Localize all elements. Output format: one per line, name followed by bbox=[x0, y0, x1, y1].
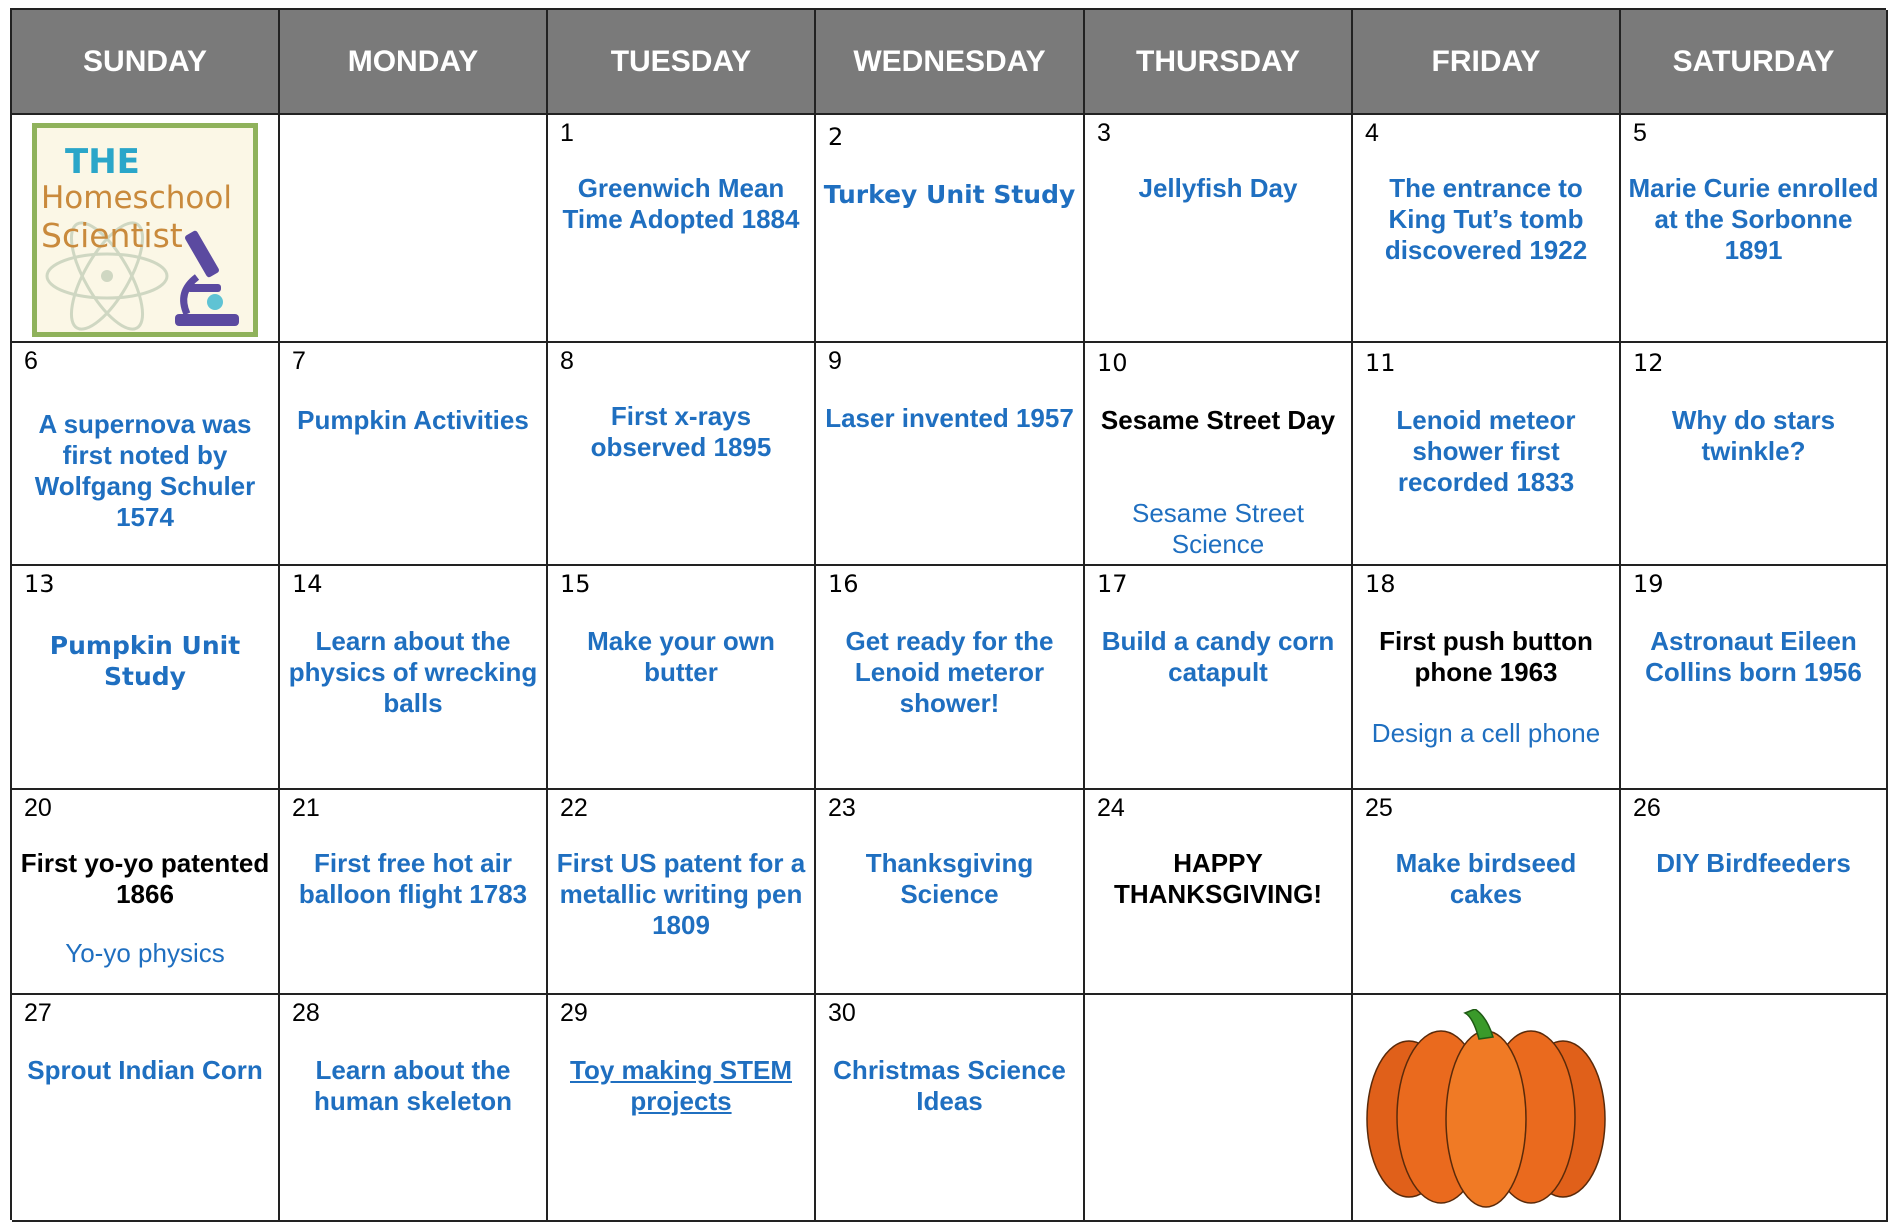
event-link[interactable]: The entrance to King Tut’s tomb discovered 1922 bbox=[1384, 173, 1588, 265]
day-cell-14 bbox=[280, 566, 548, 790]
day-cell-7 bbox=[280, 343, 548, 566]
day-number: 7 bbox=[292, 347, 306, 375]
day-number: 4 bbox=[1365, 119, 1379, 147]
day-number: 1 bbox=[560, 119, 574, 147]
day-number: 24 bbox=[1097, 794, 1125, 822]
day-cell-1 bbox=[548, 115, 816, 343]
day-cell-29 bbox=[548, 995, 816, 1222]
day-number: 12 bbox=[1633, 349, 1664, 377]
event-link[interactable]: First US patent for a metallic writing pen 1809 bbox=[556, 848, 806, 940]
day-cell-5 bbox=[1621, 115, 1888, 343]
header-wednesday: WEDNESDAY bbox=[816, 10, 1085, 115]
event-link[interactable]: Learn about the physics of wrecking balls bbox=[288, 626, 538, 718]
day-number: 10 bbox=[1097, 349, 1128, 377]
day-cell-24 bbox=[1085, 790, 1353, 995]
logo-cell bbox=[12, 115, 280, 343]
day-number: 6 bbox=[24, 347, 38, 375]
day-number: 8 bbox=[560, 347, 574, 375]
day-cell-23 bbox=[816, 790, 1085, 995]
day-number: 16 bbox=[828, 570, 859, 598]
header-saturday: SATURDAY bbox=[1621, 10, 1888, 115]
day-number: 13 bbox=[24, 570, 55, 598]
day-cell-26 bbox=[1621, 790, 1888, 995]
day-cell-6 bbox=[12, 343, 280, 566]
event-link[interactable]: Thanksgiving Science bbox=[865, 848, 1034, 909]
day-number: 20 bbox=[24, 794, 52, 822]
day-number: 23 bbox=[828, 794, 856, 822]
logo-text-the: THE bbox=[65, 142, 140, 182]
logo-text-scientist: Scientist bbox=[41, 216, 183, 255]
day-cell-21 bbox=[280, 790, 548, 995]
day-number: 14 bbox=[292, 570, 323, 598]
day-number: 30 bbox=[828, 999, 856, 1027]
day-cell-10 bbox=[1085, 343, 1353, 566]
event-title: First yo-yo patented 1866 bbox=[20, 848, 270, 909]
day-cell-16 bbox=[816, 566, 1085, 790]
event-link[interactable]: Pumpkin Unit Study bbox=[49, 631, 241, 691]
day-cell-27 bbox=[12, 995, 280, 1222]
day-number: 21 bbox=[292, 794, 320, 822]
day-cell-19 bbox=[1621, 566, 1888, 790]
day-cell-30 bbox=[816, 995, 1085, 1222]
day-number: 22 bbox=[560, 794, 588, 822]
event-link[interactable]: Greenwich Mean Time Adopted 1884 bbox=[562, 173, 800, 234]
day-number: 26 bbox=[1633, 794, 1661, 822]
event-link[interactable]: First x-rays observed 1895 bbox=[590, 401, 772, 462]
event-title: HAPPY THANKSGIVING! bbox=[1114, 848, 1322, 909]
day-number: 28 bbox=[292, 999, 320, 1027]
day-cell-17 bbox=[1085, 566, 1353, 790]
pumpkin-cell bbox=[1353, 995, 1621, 1222]
day-number: 5 bbox=[1633, 119, 1647, 147]
day-number: 18 bbox=[1365, 570, 1396, 598]
pumpkin-icon bbox=[1361, 1009, 1611, 1209]
calendar-grid bbox=[10, 8, 1886, 1220]
event-link[interactable]: Learn about the human skeleton bbox=[314, 1055, 512, 1116]
day-cell-22 bbox=[548, 790, 816, 995]
day-cell-empty bbox=[1621, 995, 1888, 1222]
day-number: 19 bbox=[1633, 570, 1664, 598]
day-cell-28 bbox=[280, 995, 548, 1222]
event-title: First push button phone 1963 bbox=[1379, 626, 1593, 687]
event-link[interactable]: A supernova was first noted by Wolfgang Schuler 1574 bbox=[34, 409, 256, 532]
event-link[interactable]: Sprout Indian Corn bbox=[27, 1055, 263, 1085]
event-link[interactable]: DIY Birdfeeders bbox=[1656, 848, 1851, 878]
day-cell-4 bbox=[1353, 115, 1621, 343]
event-link[interactable]: Laser invented 1957 bbox=[825, 403, 1074, 433]
header-sunday: SUNDAY bbox=[12, 10, 280, 115]
event-link[interactable]: Make your own butter bbox=[587, 626, 775, 687]
event-link[interactable]: Pumpkin Activities bbox=[297, 405, 529, 435]
logo-text-homeschool: Homeschool bbox=[41, 180, 232, 216]
event-link[interactable]: Jellyfish Day bbox=[1138, 173, 1298, 203]
event-link[interactable]: Lenoid meteor shower first recorded 1833 bbox=[1396, 405, 1576, 497]
day-number: 29 bbox=[560, 999, 588, 1027]
event-link[interactable]: Make birdseed cakes bbox=[1395, 848, 1577, 909]
day-cell-2 bbox=[816, 115, 1085, 343]
day-cell-empty bbox=[280, 115, 548, 343]
event-link[interactable]: Christmas Science Ideas bbox=[833, 1055, 1066, 1116]
event-link[interactable]: Why do stars twinkle? bbox=[1671, 405, 1836, 466]
header-monday: MONDAY bbox=[280, 10, 548, 115]
event-link[interactable]: Yo-yo physics bbox=[65, 938, 225, 968]
event-link[interactable]: Toy making STEM projects bbox=[570, 1055, 792, 1116]
day-cell-13 bbox=[12, 566, 280, 790]
event-link[interactable]: First free hot air balloon flight 1783 bbox=[298, 848, 528, 909]
day-number: 17 bbox=[1097, 570, 1128, 598]
event-link[interactable]: Turkey Unit Study bbox=[823, 180, 1076, 209]
day-cell-12 bbox=[1621, 343, 1888, 566]
day-number: 3 bbox=[1097, 119, 1111, 147]
day-cell-3 bbox=[1085, 115, 1353, 343]
day-cell-25 bbox=[1353, 790, 1621, 995]
day-cell-empty bbox=[1085, 995, 1353, 1222]
day-number: 25 bbox=[1365, 794, 1393, 822]
day-cell-15 bbox=[548, 566, 816, 790]
header-thursday: THURSDAY bbox=[1085, 10, 1353, 115]
day-cell-11 bbox=[1353, 343, 1621, 566]
day-cell-20 bbox=[12, 790, 280, 995]
day-number: 9 bbox=[828, 347, 842, 375]
event-link[interactable]: Build a candy corn catapult bbox=[1101, 626, 1335, 687]
day-cell-9 bbox=[816, 343, 1085, 566]
day-number: 27 bbox=[24, 999, 52, 1027]
day-number: 15 bbox=[560, 570, 591, 598]
event-link[interactable]: Design a cell phone bbox=[1371, 718, 1601, 748]
header-tuesday: TUESDAY bbox=[548, 10, 816, 115]
event-link[interactable]: Astronaut Eileen Collins born 1956 bbox=[1645, 626, 1862, 687]
event-title: Sesame Street Day bbox=[1100, 405, 1336, 435]
event-link[interactable]: Get ready for the Lenoid meteror shower! bbox=[845, 626, 1054, 718]
event-link[interactable]: Sesame Street Science bbox=[1132, 498, 1304, 559]
day-cell-18 bbox=[1353, 566, 1621, 790]
day-number: 2 bbox=[828, 123, 844, 151]
event-link[interactable]: Marie Curie enrolled at the Sorbonne 1891 bbox=[1628, 173, 1879, 265]
homeschool-scientist-logo bbox=[32, 123, 258, 337]
day-cell-8 bbox=[548, 343, 816, 566]
header-friday: FRIDAY bbox=[1353, 10, 1621, 115]
day-number: 11 bbox=[1365, 349, 1396, 377]
